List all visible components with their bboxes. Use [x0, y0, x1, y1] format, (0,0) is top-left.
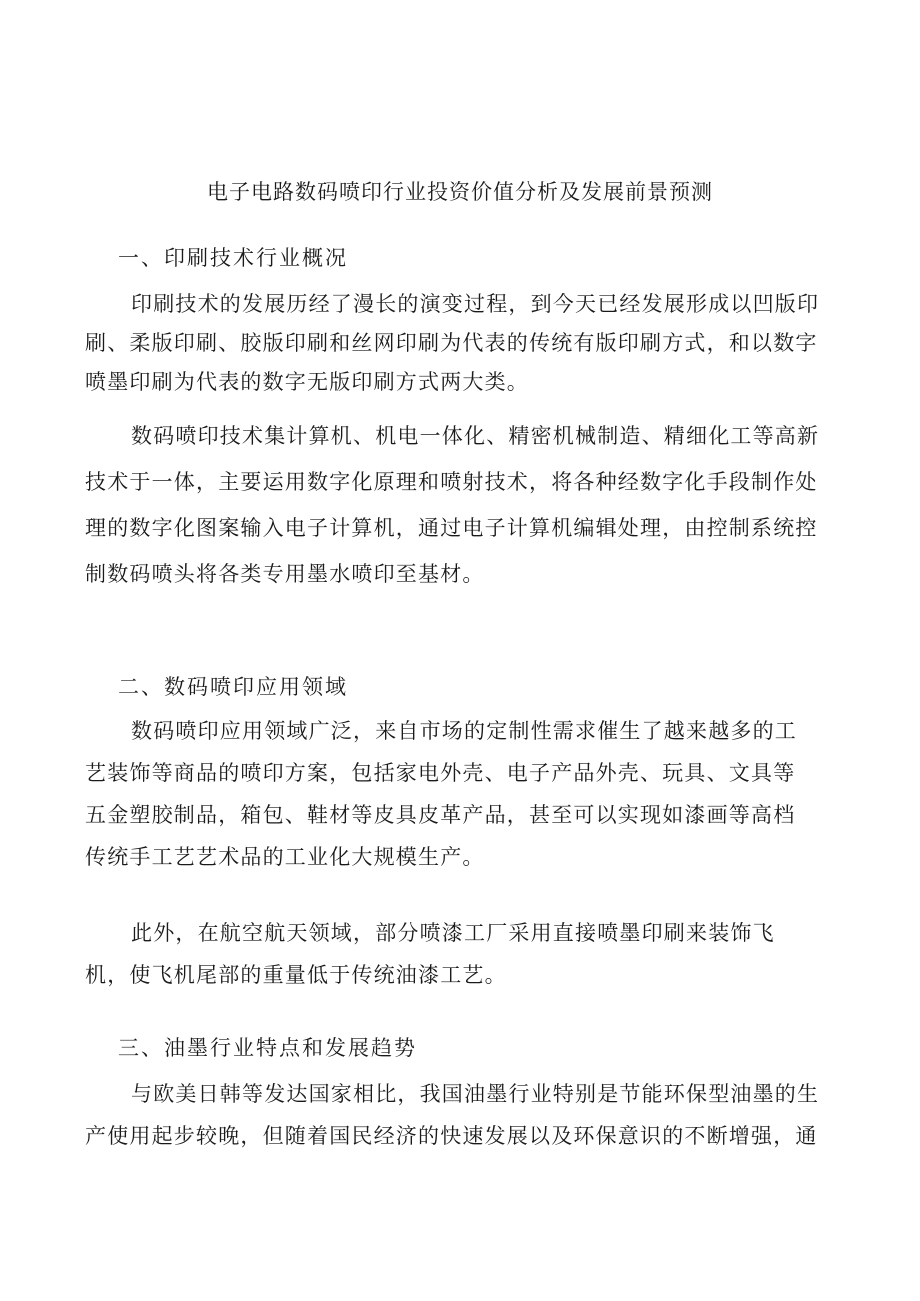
paragraph-line: 此外，在航空航天领域，部分喷漆工厂采用直接喷墨印刷来装饰飞: [131, 921, 775, 945]
paragraph-line: 五金塑胶制品，箱包、鞋材等皮具皮革产品，甚至可以实现如漆画等高档: [85, 803, 796, 827]
paragraph: [85, 1075, 845, 1156]
paragraph-line: 印刷技术的发展历经了漫长的演变过程，到今天已经发展形成以凹版印: [131, 292, 820, 316]
paragraph: [85, 417, 845, 594]
paragraph: [85, 712, 845, 877]
paragraph: [85, 285, 845, 402]
paragraph-line: 理的数字化图案输入电子计算机，通过电子计算机编辑处理，由控制系统控: [85, 516, 818, 540]
paragraph: [85, 914, 845, 995]
section-heading-3: 三、油墨行业特点和发展趋势: [118, 1036, 417, 1060]
section-heading-2: 二、数码喷印应用领域: [118, 675, 348, 699]
paragraph-line: 制数码喷头将各类专用墨水喷印至基材。: [85, 562, 485, 586]
paragraph-line: 数码喷印技术集计算机、机电一体化、精密机械制造、精细化工等高新: [131, 424, 820, 448]
section-heading-1: 一、印刷技术行业概况: [118, 246, 348, 270]
paragraph-line: 艺装饰等商品的喷印方案，包括家电外壳、电子产品外壳、玩具、文具等: [85, 761, 796, 785]
paragraph-line: 喷墨印刷为代表的数字无版印刷方式两大类。: [85, 370, 529, 394]
paragraph-line: 机，使飞机尾部的重量低于传统油漆工艺。: [85, 963, 507, 987]
document-title: 电子电路数码喷印行业投资价值分析及发展前景预测: [207, 180, 713, 204]
paragraph-line: 与欧美日韩等发达国家相比，我国油墨行业特别是节能环保型油墨的生: [131, 1082, 820, 1106]
paragraph-line: 数码喷印应用领域广泛，来自市场的定制性需求催生了越来越多的工: [131, 719, 797, 743]
paragraph-line: 刷、柔版印刷、胶版印刷和丝网印刷为代表的传统有版印刷方式，和以数字: [85, 331, 818, 355]
paragraph-line: 技术于一体，主要运用数字化原理和喷射技术，将各种经数字化手段制作处: [85, 470, 818, 494]
paragraph-line: 传统手工艺艺术品的工业化大规模生产。: [85, 845, 485, 869]
paragraph-line: 产使用起步较晚，但随着国民经济的快速发展以及环保意识的不断增强，通: [85, 1124, 818, 1148]
